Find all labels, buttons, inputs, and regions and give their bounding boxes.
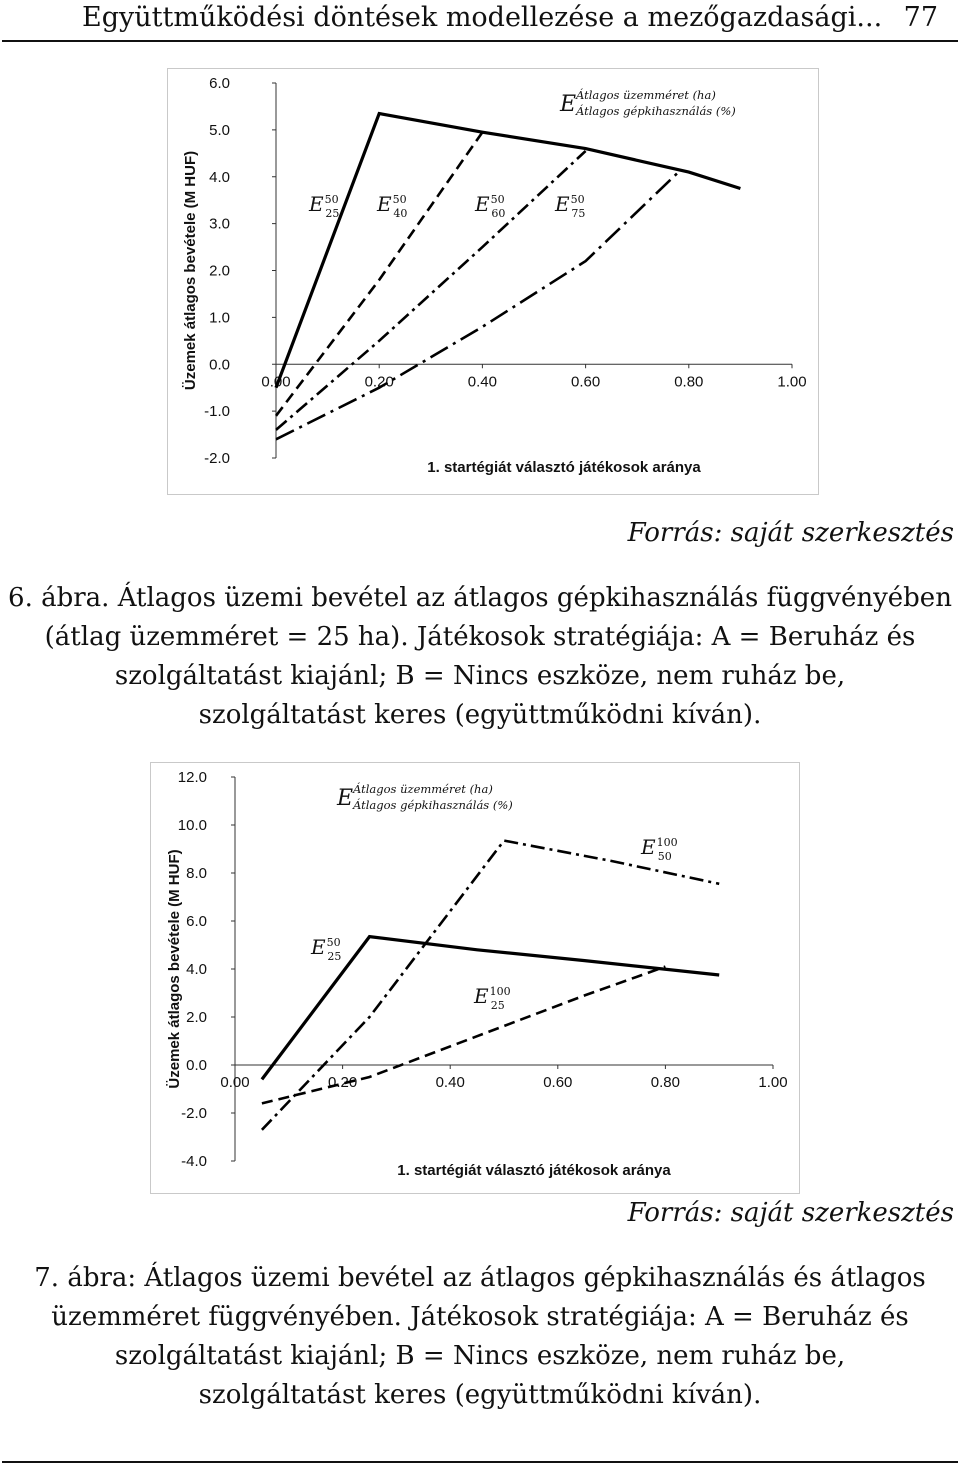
y-tick-label: 2.0 bbox=[186, 1009, 207, 1026]
caption-line: (átlag üzemméret = 25 ha). Játékosok stratégiája: A = Beruház és bbox=[44, 622, 916, 652]
legend-formula-symbol: E bbox=[337, 786, 354, 811]
y-axis-title: Üzemek átlagos bevétele (M HUF) bbox=[166, 849, 183, 1089]
legend-formula-subscript: Átlagos gépkihasználás (%) bbox=[353, 798, 513, 812]
caption-line: szolgáltatást kiajánl; B = Nincs eszköze, nem ruház be, bbox=[114, 1341, 846, 1371]
series-label: $E^{100}$ 25 bbox=[474, 984, 511, 1012]
legend-formula-symbol: E bbox=[560, 92, 577, 117]
y-tick-label: 3.0 bbox=[209, 215, 230, 233]
x-tick-label: 1.00 bbox=[777, 373, 807, 391]
header-rule bbox=[2, 40, 958, 42]
figure-6-svg bbox=[168, 69, 818, 494]
x-tick-label: 0.00 bbox=[220, 1074, 250, 1091]
caption-line: szolgáltatást kiajánl; B = Nincs eszköze, nem ruház be, bbox=[114, 661, 846, 691]
caption-line: üzemméret függvényében. Játékosok stratégiája: A = Beruház és bbox=[51, 1302, 909, 1332]
x-tick-label: 1.00 bbox=[758, 1074, 788, 1091]
series-label: $E^{50}$ 40 bbox=[377, 192, 408, 220]
caption-line: szolgáltatást keres (együttműködni kíván). bbox=[198, 700, 762, 730]
y-tick-label: 10.0 bbox=[177, 817, 207, 834]
figure-7-svg bbox=[151, 763, 799, 1193]
y-tick-label: -1.0 bbox=[204, 403, 230, 421]
x-tick-label: 0.20 bbox=[364, 373, 394, 391]
y-tick-label: 4.0 bbox=[186, 961, 207, 978]
x-tick-label: 0.80 bbox=[650, 1074, 681, 1091]
y-tick-label: 0.0 bbox=[209, 356, 230, 374]
x-tick-label: 0.40 bbox=[435, 1074, 465, 1091]
y-axis-title: Üzemek átlagos bevétele (M HUF) bbox=[182, 150, 199, 391]
y-tick-label: -2.0 bbox=[181, 1105, 207, 1122]
figure-6-caption bbox=[0, 579, 960, 735]
figure-6-chart bbox=[167, 68, 819, 495]
legend-formula-superscript: Átlagos üzemméret (ha) bbox=[353, 782, 493, 796]
x-tick-label: 0.20 bbox=[327, 1074, 358, 1091]
y-tick-label: 1.0 bbox=[209, 309, 230, 327]
legend-formula-subscript: Átlagos gépkihasználás (%) bbox=[576, 104, 736, 118]
y-tick-label: -2.0 bbox=[204, 450, 230, 467]
series-label: $E^{50}$ 25 bbox=[311, 935, 342, 963]
y-tick-label: 6.0 bbox=[209, 75, 230, 92]
y-tick-label: 8.0 bbox=[186, 865, 207, 882]
footer-rule bbox=[2, 1461, 958, 1463]
y-tick-label: -4.0 bbox=[181, 1153, 207, 1170]
figure-6-source: Forrás: saját szerkesztés bbox=[627, 518, 954, 548]
caption-line: 6. ábra. Átlagos üzemi bevétel az átlagos gépkihasználás függvényében bbox=[8, 583, 952, 613]
series-label: $E^{50}$ 75 bbox=[555, 192, 586, 220]
caption-line: 7. ábra: Átlagos üzemi bevétel az átlagos gépkihasználás és átlagos bbox=[34, 1263, 926, 1293]
figure-7-chart bbox=[150, 762, 800, 1194]
page-number: 77 bbox=[903, 2, 938, 33]
x-tick-label: 0.00 bbox=[261, 373, 291, 391]
figure-7-source: Forrás: saját szerkesztés bbox=[627, 1198, 954, 1228]
series-label: $E^{50}$ 60 bbox=[475, 192, 506, 220]
series-label: $E^{100}$ 50 bbox=[641, 835, 678, 863]
x-tick-label: 0.60 bbox=[570, 373, 601, 391]
y-tick-label: 6.0 bbox=[186, 913, 207, 930]
x-axis-title: 1. startégiát választó játékosok aránya bbox=[397, 1162, 671, 1179]
running-title: Együttműködési döntések modellezése a mezőgazdasági... bbox=[82, 2, 883, 33]
y-tick-label: 5.0 bbox=[209, 121, 230, 139]
x-tick-label: 0.60 bbox=[543, 1074, 573, 1091]
y-tick-label: 12.0 bbox=[177, 769, 207, 786]
figure-7-caption bbox=[0, 1259, 960, 1415]
x-axis-title: 1. startégiát választó játékosok aránya bbox=[427, 459, 701, 476]
y-tick-label: 2.0 bbox=[209, 262, 230, 280]
y-tick-label: 4.0 bbox=[209, 168, 230, 186]
x-tick-label: 0.40 bbox=[467, 373, 498, 391]
page-header bbox=[0, 0, 960, 40]
series-label: $E^{50}$ 25 bbox=[309, 192, 340, 220]
x-tick-label: 0.80 bbox=[674, 373, 704, 391]
legend-formula-superscript: Átlagos üzemméret (ha) bbox=[576, 88, 716, 102]
caption-line: szolgáltatást keres (együttműködni kíván). bbox=[198, 1380, 762, 1410]
y-tick-label: 0.0 bbox=[186, 1057, 207, 1074]
